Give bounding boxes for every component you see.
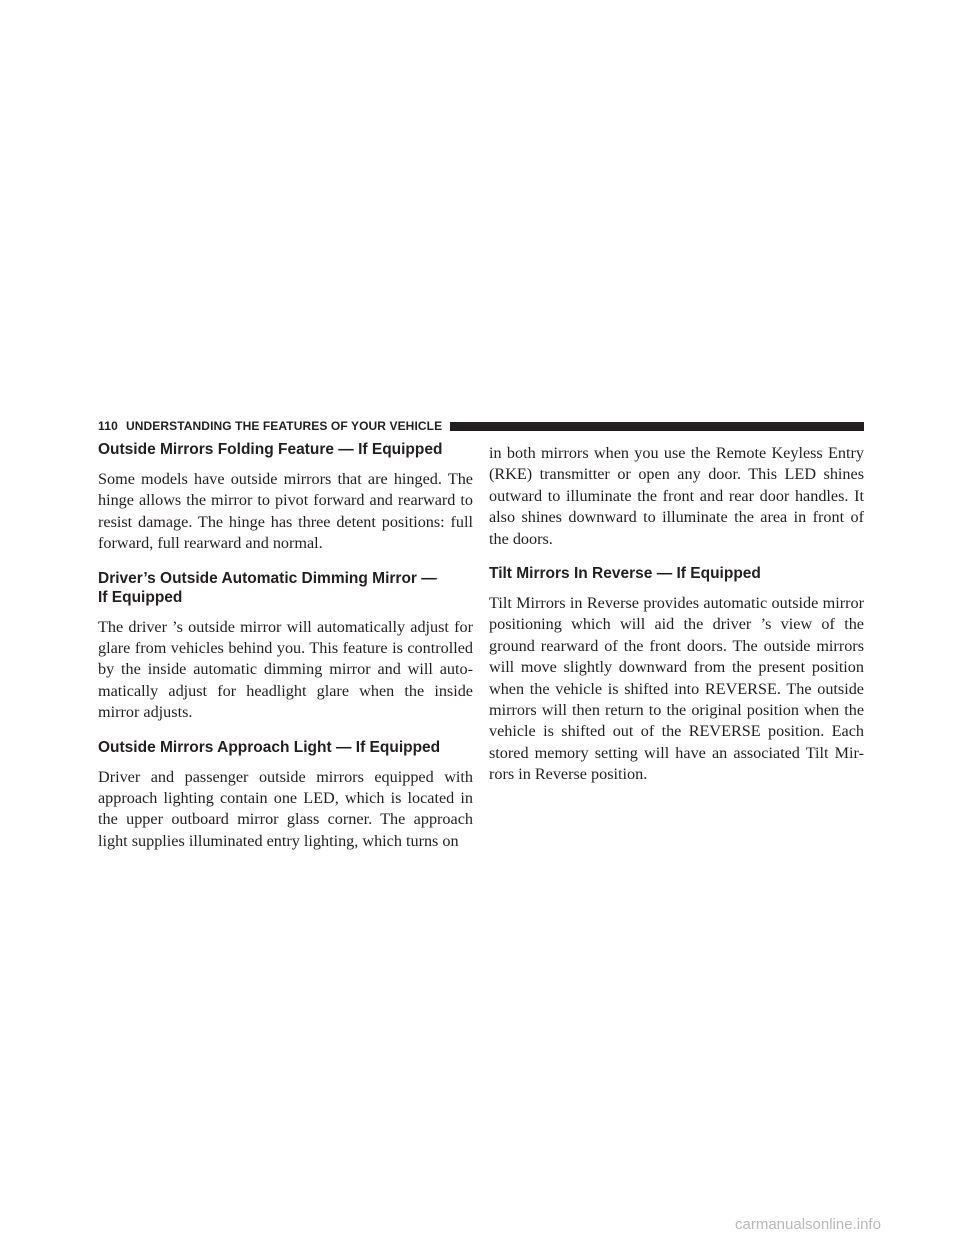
- section-body-folding: Some models have outside mirrors that are hinged. The hinge allows the mirror to pivot forward and rearward to resist damage. The hinge has three detent positions: full forward, full rearward and normal.: [98, 470, 473, 553]
- section-body-approach-part1: Driver and passenger outside mirrors equipped with approach lighting contain one LED, which is located in the upper outboard mirror glass corner. The approach light supplies illuminated entry lighting, which turns on: [98, 767, 473, 850]
- section-body-approach-part2: in both mirrors when you use the Remote Keyless Entry (RKE) transmitter or open any door. This LED shines outward to illuminate the front and rear door handles. It also shines downward to illuminate the area in front of the doors.: [489, 444, 864, 548]
- page-header: [98, 419, 864, 433]
- section-heading-tilt: Tilt Mirrors In Reverse — If Equipped: [489, 565, 761, 583]
- left-column: [98, 440, 473, 852]
- header-rule: [450, 422, 864, 431]
- section-heading-folding: Outside Mirrors Folding Feature — If Equipped: [98, 441, 443, 458]
- right-column: [489, 440, 864, 786]
- page-number: 110: [98, 419, 118, 433]
- section-body-tilt: Tilt Mirrors in Reverse provides automatic outside mirror positioning which will aid the driver ’s view of the ground rearward of the front doors. The outside mirrors will move slightly downward from the present position when the vehicle is shifted into REVERSE. The outside mirrors will then return to the original position when the vehicle is shifted out of the REVERSE position. Each stored memory setting will have an associated Tilt Mir- rors in Reverse position.: [489, 594, 864, 784]
- section-body-dimming: The driver ’s outside mirror will automatically adjust for glare from vehicles behind you. This feature is controlled by the inside automatic dimming mirror and will auto- matically adjust for headlight glare when the inside mirror adjusts.: [98, 617, 473, 722]
- section-heading-dimming: [98, 569, 473, 607]
- section-heading-dimming-line2: If Equipped: [98, 588, 183, 606]
- section-heading-approach: Outside Mirrors Approach Light — If Equipped: [98, 738, 441, 756]
- running-head: UNDERSTANDING THE FEATURES OF YOUR VEHICLE: [125, 419, 443, 433]
- watermark: carmanualsonline.info: [735, 1216, 881, 1233]
- section-heading-dimming-line1: Driver’s Outside Automatic Dimming Mirror —: [98, 569, 437, 587]
